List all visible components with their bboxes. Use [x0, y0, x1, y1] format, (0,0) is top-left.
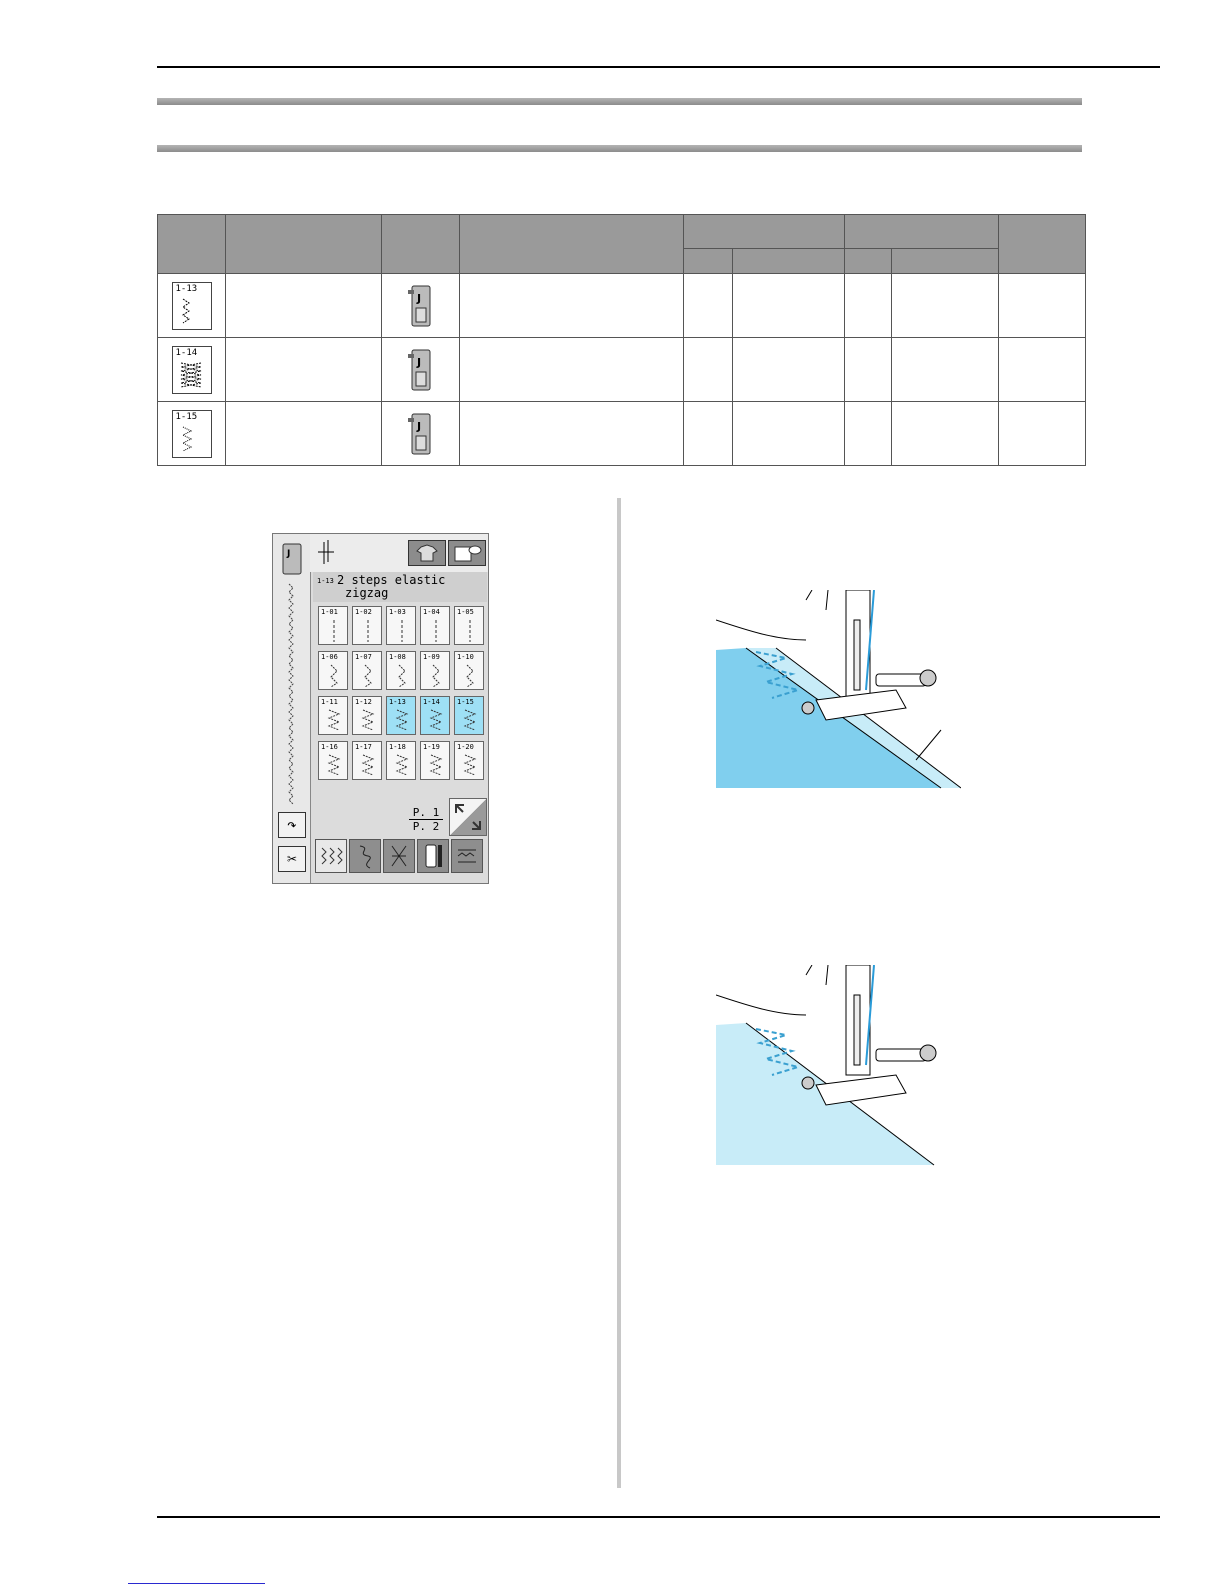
stitch-key-1-20[interactable]: [454, 741, 484, 780]
tab-sideways-stitches[interactable]: [451, 839, 483, 873]
stitch-pattern-icon: [355, 663, 381, 689]
decorative-tab-icon: [350, 840, 380, 872]
reverse-stitch-button[interactable]: ↷: [278, 812, 306, 838]
help-icon-button[interactable]: [448, 540, 486, 566]
stitch-pattern-icon: [423, 663, 449, 689]
stitch-pattern-icon: [423, 618, 449, 644]
table-row: [158, 338, 1086, 402]
table-header-cell: [382, 215, 460, 274]
section-band-bottom: [157, 145, 1082, 152]
stitch-key-1-08[interactable]: [386, 651, 416, 690]
stitch-pattern-icon: [321, 708, 347, 734]
page-arrows-icon: [450, 799, 486, 835]
bottom-rule: [157, 1516, 1160, 1518]
stitch-pattern-icon: [321, 618, 347, 644]
page-turn-button[interactable]: [449, 798, 487, 836]
stitch-key-label: 1-13: [389, 698, 406, 706]
presser-foot-j-icon: [408, 412, 434, 456]
elastic-zigzag-narrow-icon: [179, 423, 205, 453]
svg-text:J: J: [416, 419, 421, 433]
presser-foot-j-icon: [408, 348, 434, 392]
stitch-key-1-15[interactable]: [454, 696, 484, 735]
stitch-key-1-14[interactable]: [420, 696, 450, 735]
stitch-key-label: 1-18: [389, 743, 406, 751]
svg-text:J: J: [416, 355, 421, 369]
thread-cut-button[interactable]: ✂: [278, 846, 306, 872]
page-indicator: P. 1 P. 2: [409, 806, 443, 833]
stitch-key-label: 1-04: [423, 608, 440, 616]
tab-decorative-stitches[interactable]: [349, 839, 381, 873]
sewing-illustration-2: [716, 965, 961, 1167]
table-row: [158, 402, 1086, 466]
stitch-pattern-icon: [457, 663, 483, 689]
stitch-pattern-icon: [321, 663, 347, 689]
stitch-key-label: 1-15: [457, 698, 474, 706]
stitch-pattern-icon: [457, 618, 483, 644]
stitch-key-1-04[interactable]: [420, 606, 450, 645]
table-subheader-cell: [733, 249, 845, 274]
stitch-key-label: 1-11: [321, 698, 338, 706]
stitch-icon: 1-15: [172, 410, 212, 458]
stitch-icon: 1-13: [172, 282, 212, 330]
stitch-key-1-02[interactable]: [352, 606, 382, 645]
stitch-pattern-icon: [423, 708, 449, 734]
stitch-key-label: 1-20: [457, 743, 474, 751]
stitch-icon: 1-14: [172, 346, 212, 394]
stitch-pattern-icon: [321, 753, 347, 779]
table-header-cell: [158, 215, 226, 274]
stitch-pattern-icon: [457, 753, 483, 779]
column-divider: [617, 498, 621, 1488]
lcd-screen: [272, 533, 489, 884]
stitch-pattern-icon: [389, 753, 415, 779]
book-icon: [449, 541, 485, 565]
elastic-zigzag-wide-icon: [179, 359, 205, 389]
table-header-cell: [999, 215, 1086, 274]
table-row: [158, 274, 1086, 338]
stitch-key-1-18[interactable]: [386, 741, 416, 780]
stitch-key-label: 1-12: [355, 698, 372, 706]
stitch-key-label: 1-19: [423, 743, 440, 751]
stitch-pattern-icon: [389, 708, 415, 734]
stitch-key-1-16[interactable]: [318, 741, 348, 780]
cross-tab-icon: [384, 840, 414, 872]
stitch-key-label: 1-06: [321, 653, 338, 661]
stitch-pattern-icon: [457, 708, 483, 734]
stitch-key-label: 1-03: [389, 608, 406, 616]
stitch-key-1-07[interactable]: [352, 651, 382, 690]
stitch-key-label: 1-14: [423, 698, 440, 706]
tab-cross-stitches[interactable]: [383, 839, 415, 873]
stitch-pattern-icon: [423, 753, 449, 779]
top-rule: [157, 66, 1160, 68]
stitch-key-1-17[interactable]: [352, 741, 382, 780]
stitch-key-1-19[interactable]: [420, 741, 450, 780]
stitch-key-1-12[interactable]: [352, 696, 382, 735]
stitch-key-label: 1-10: [457, 653, 474, 661]
stitch-key-1-05[interactable]: [454, 606, 484, 645]
stitch-key-label: 1-17: [355, 743, 372, 751]
stitch-key-1-06[interactable]: [318, 651, 348, 690]
svg-text:J: J: [287, 549, 291, 559]
stitch-table: [157, 214, 1086, 466]
sewing-illustration-1: [716, 590, 961, 790]
footer-link-underline: [128, 1583, 265, 1584]
lcd-preview-column: [273, 534, 311, 883]
stitch-key-1-01[interactable]: [318, 606, 348, 645]
stitch-pattern-icon: [355, 753, 381, 779]
stitch-pattern-icon: [355, 708, 381, 734]
tab-buttonhole[interactable]: [417, 839, 449, 873]
tab-utility-stitches[interactable]: [315, 839, 347, 873]
stitch-grid: [313, 604, 487, 804]
table-subheader-cell: [845, 249, 892, 274]
stitch-key-1-03[interactable]: [386, 606, 416, 645]
stitch-key-label: 1-02: [355, 608, 372, 616]
table-header-cell: [226, 215, 382, 274]
stitch-key-label: 1-09: [423, 653, 440, 661]
stitch-pattern-icon: [389, 663, 415, 689]
stitch-pattern-icon: [389, 618, 415, 644]
presser-foot-j-icon: [408, 284, 434, 328]
stitch-key-label: 1-05: [457, 608, 474, 616]
sideways-tab-icon: [452, 840, 482, 872]
table-header-cell: [845, 215, 999, 249]
elastic-zigzag-icon: [179, 295, 205, 325]
stitch-key-label: 1-07: [355, 653, 372, 661]
table-header-cell: [684, 215, 845, 249]
shirt-icon: [409, 541, 445, 565]
buttonhole-tab-icon: [418, 840, 448, 872]
table-subheader-cell: [892, 249, 999, 274]
svg-text:J: J: [416, 291, 421, 305]
lcd-header: [310, 534, 488, 572]
stitch-key-1-13[interactable]: [386, 696, 416, 735]
table-header-cell: [460, 215, 684, 274]
stitch-key-label: 1-08: [389, 653, 406, 661]
stitch-key-1-09[interactable]: [420, 651, 450, 690]
stitch-key-1-10[interactable]: [454, 651, 484, 690]
zigzag-tab-icon: [316, 840, 346, 872]
table-subheader-cell: [684, 249, 733, 274]
stitch-pattern-icon: [355, 618, 381, 644]
stitch-key-label: 1-01: [321, 608, 338, 616]
lcd-title-bar: 1-13 2 steps elastic zigzag: [313, 572, 487, 602]
stitch-key-1-11[interactable]: [318, 696, 348, 735]
section-band-top: [157, 98, 1082, 105]
shirt-icon-button[interactable]: [408, 540, 446, 566]
stitch-key-label: 1-16: [321, 743, 338, 751]
